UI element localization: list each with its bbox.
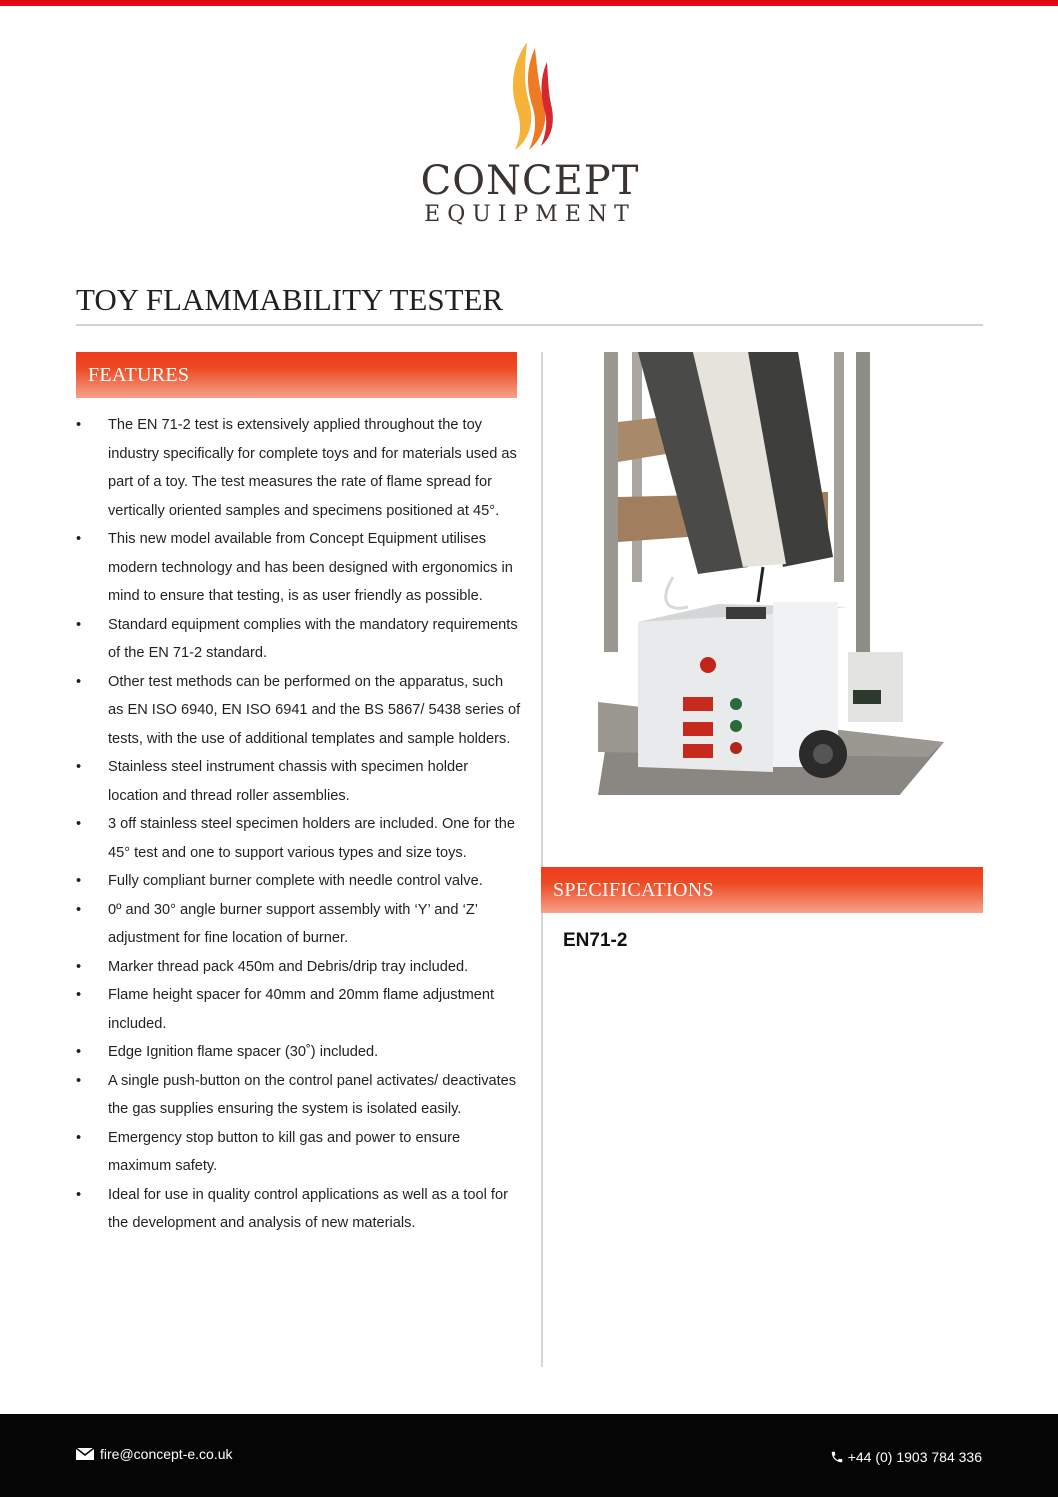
list-item xyxy=(76,1181,521,1238)
feature-text: 0º and 30° angle burner support assembly with ‘Y’ and ‘Z’ adjustment for fine location of burner. xyxy=(108,901,478,946)
specifications-heading: SPECIFICATIONS xyxy=(541,867,983,913)
spec-standard: EN71-2 xyxy=(563,930,628,951)
list-item xyxy=(76,1067,521,1124)
feature-text: Ideal for use in quality control applications as well as a tool for the development and analysis of new materials. xyxy=(108,1186,508,1231)
feature-text: Other test methods can be performed on the apparatus, such as EN ISO 6940, EN ISO 6941 and the BS 5867/ 5438 series of tests, with the use of additional templates and sample holders. xyxy=(108,673,521,747)
company-logo xyxy=(400,40,660,240)
feature-text: Marker thread pack 450m and Debris/drip tray included. xyxy=(108,958,469,975)
list-item xyxy=(76,896,521,953)
feature-text: Edge Ignition flame spacer (30˚) included. xyxy=(108,1044,379,1060)
feature-text: Fully compliant burner complete with needle control valve. xyxy=(108,873,483,889)
list-item xyxy=(76,981,521,1038)
features-heading: FEATURES xyxy=(76,352,517,398)
top-accent-bar xyxy=(0,0,1058,6)
list-item xyxy=(76,1038,521,1067)
feature-text: Standard equipment complies with the mandatory requirements of the EN 71-2 standard. xyxy=(108,616,518,661)
bullet-icon: • xyxy=(76,873,82,889)
feature-text: Emergency stop button to kill gas and power to ensure maximum safety. xyxy=(108,1129,461,1174)
bullet-icon: • xyxy=(76,1072,82,1089)
product-photo xyxy=(598,352,946,795)
list-item xyxy=(76,1124,521,1181)
list-item xyxy=(76,525,521,611)
email-link[interactable]: fire@concept-e.co.uk xyxy=(100,1446,233,1462)
list-item xyxy=(76,611,521,668)
list-item xyxy=(76,668,521,754)
list-item xyxy=(76,753,521,810)
bullet-icon: • xyxy=(76,901,82,918)
feature-text: Flame height spacer for 40mm and 20mm flame adjustment included. xyxy=(108,987,495,1032)
bullet-icon: • xyxy=(76,417,82,433)
flame-icon xyxy=(505,40,555,152)
bullet-icon: • xyxy=(76,673,82,690)
list-item xyxy=(76,411,521,525)
list-item xyxy=(76,810,521,867)
bullet-icon: • xyxy=(76,958,82,975)
bullet-icon: • xyxy=(76,1129,82,1146)
features-list xyxy=(76,411,521,1238)
feature-text: The EN 71-2 test is extensively applied throughout the toy industry specifically for complete toys and for materials used as part of a toy. The test measures the rate of flame spread for vertically oriented samples and specimens positioned at 45°. xyxy=(108,417,517,519)
column-divider xyxy=(541,352,543,1367)
footer xyxy=(0,1414,1058,1497)
feature-text: Stainless steel instrument chassis with specimen holder location and thread roller assemblies. xyxy=(108,759,469,804)
feature-text: 3 off stainless steel specimen holders are included. One for the 45° test and one to support various types and size toys. xyxy=(108,816,515,861)
bullet-icon: • xyxy=(76,816,82,832)
bullet-icon: • xyxy=(76,531,82,547)
list-item xyxy=(76,867,521,896)
footer-phone[interactable] xyxy=(830,1449,982,1465)
feature-text: A single push-button on the control panel activates/ deactivates the gas supplies ensuring the system is isolated easily. xyxy=(108,1072,517,1117)
footer-email[interactable] xyxy=(76,1446,233,1462)
bullet-icon: • xyxy=(76,1186,82,1203)
list-item xyxy=(76,953,521,982)
bullet-icon: • xyxy=(76,759,82,775)
logo-wordmark-equipment: EQUIPMENT xyxy=(424,202,636,227)
bullet-icon: • xyxy=(76,616,82,633)
page-title: TOY FLAMMABILITY TESTER xyxy=(76,282,983,326)
bullet-icon: • xyxy=(76,987,82,1003)
bullet-icon: • xyxy=(76,1044,82,1060)
envelope-icon xyxy=(76,1448,94,1460)
logo-wordmark-concept: CONCEPT xyxy=(420,158,640,204)
phone-icon xyxy=(830,1450,844,1464)
feature-text: This new model available from Concept Equipment utilises modern technology and has been designed with ergonomics in mind to ensure that testing, is as user friendly as possible. xyxy=(108,531,513,604)
phone-number[interactable]: +44 (0) 1903 784 336 xyxy=(847,1449,982,1465)
